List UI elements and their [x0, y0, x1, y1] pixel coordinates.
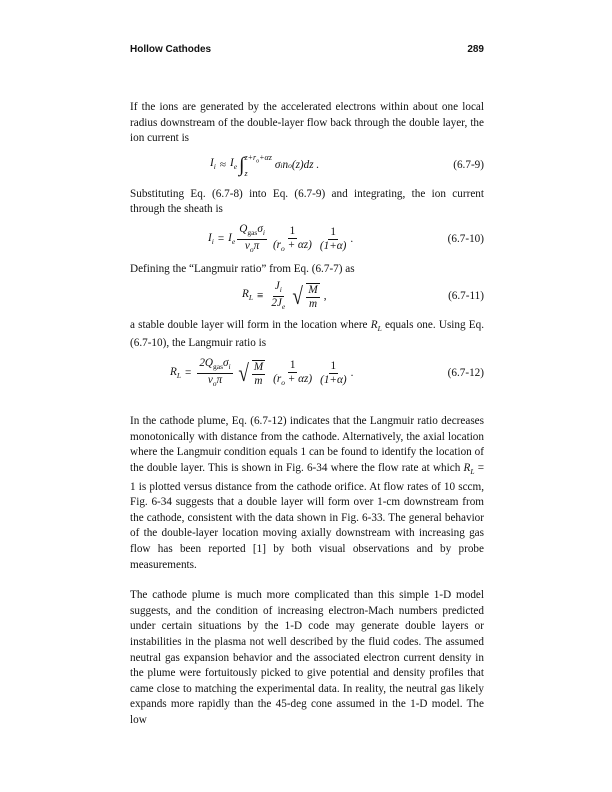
- chapter-title: Hollow Cathodes: [130, 44, 212, 55]
- paragraph: Substituting Eq. (6.7-8) into Eq. (6.7-9) and integrating, the ion current through the sheath is: [130, 187, 484, 216]
- paragraph: a stable double layer will form in the location where $R_L$ equals one. Using Eq. (6.7-10), the Langmuir ratio is: [130, 318, 485, 350]
- equation-6-7-11: $R_L$ ≡ $\frac{J_i}{2J_e}$ √ $\frac{M}{m}$ , (6.7-11): [242, 279, 484, 312]
- paragraph: If the ions are generated by the accelerated electrons within about one local radius downstream of the double-layer flow back through the double layer, the ion current is: [130, 101, 484, 145]
- paragraph: In the cathode plume, Eq. (6.7-12) indicates that the Langmuir ratio decreases monotonically with distance from the cathode. Alternatively, the axial location where the Langmuir condition equals 1 can be found to identify the location of the double layer. This is shown in Fig. 6-34 where the flow rate at which $R_L = 1$ is plotted versus distance from the cathode orifice. At flow rates of 10 sccm, Fig. 6-34 suggests that a double layer will form over 1-cm downstream from the cathode, consistent with the data shown in Fig. 6-33. The general behavior of the double-layer location moving axially downstream with increasing gas flow has been reported [1] by both visual observations and by probe measurements.: [130, 414, 485, 571]
- running-header: [130, 44, 484, 55]
- equation-6-7-10: $I_i$ = $I_e$ $\frac{Q_{gas}\sigma_i}{v_o\pi}$ $\frac{1}{(r_o + \alpha z)}$ $\frac{1}{(1+\alpha)}$ . (6.7-10): [208, 223, 484, 255]
- equation-number: (6.7-9): [453, 158, 484, 171]
- paragraph: Defining the “Langmuir ratio” from Eq. (6.7-7) as: [130, 262, 355, 275]
- equation-number: (6.7-10): [447, 233, 484, 246]
- equation-6-7-12: $R_L$ = $\frac{2Q_{gas}\sigma_i}{v_o\pi}$ √ $\frac{M}{m}$ $\frac{1}{(r_o + \alpha z)}$ $\frac{1}{(1+\alpha)}$ . (6.7-12): [170, 357, 484, 389]
- equation-number: (6.7-11): [448, 289, 484, 302]
- page-body: [130, 100, 484, 729]
- equation-number: (6.7-12): [447, 367, 484, 380]
- paragraph: The cathode plume is much more complicated than this simple 1-D model suggests, and the condition of increasing electron-Mach numbers predicted under certain situations by the 1-D code may generate double layers or instabilities in the plasma not well described by the fluid codes. The assumed neutral gas expansion behavior and the associated electron current density in the plume were fortuitously picked to give potential and density profiles that came close to matching the experimental data. In reality, the neutral gas likely expands more rapidly than the 45-deg cone assumed in the 1-D model. The low: [130, 589, 484, 726]
- page-number: 289: [467, 44, 484, 55]
- equation-6-7-9: $I_i$ ≈ $I_e$ ∫ $z+r_o+\alpha z$ z σ i n o (z)dz . (6.7-9): [210, 153, 484, 179]
